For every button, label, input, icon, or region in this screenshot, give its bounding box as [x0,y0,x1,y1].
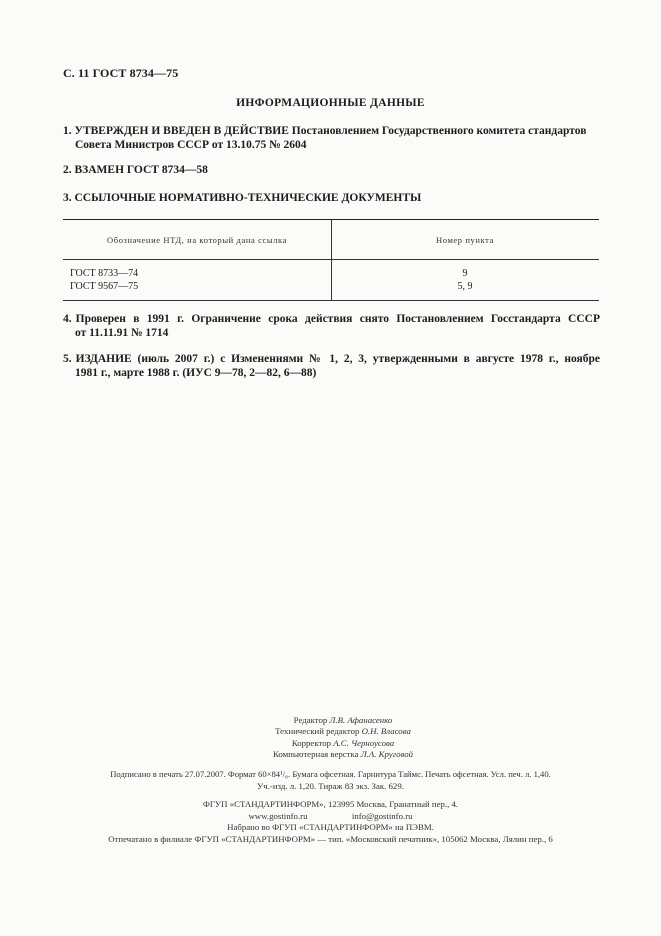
imprint-typeset: Набрано во ФГУП «СТАНДАРТИНФОРМ» на ПЭВМ. [227,822,434,832]
credit-tech-editor [228,726,458,737]
info-item-replaces [63,163,600,177]
item-text: Проверен в 1991 г. Ограничение срока действия снято Постановлением Госстандарта СССР [75,313,600,325]
credit-editor [228,715,458,726]
section-title: ИНФОРМАЦИОННЫЕ ДАННЫЕ [236,97,425,109]
item-number: 2. [63,164,72,176]
credit-role: Компьютерная верстка [272,748,359,759]
info-item-approved [63,124,600,152]
page-header: С. 11 ГОСТ 8734—75 [63,66,179,80]
item-number: 3. [63,192,72,204]
item-number: 5. [63,353,72,365]
item-heading: ССЫЛОЧНЫЕ НОРМАТИВНО-ТЕХНИЧЕСКИЕ ДОКУМЕНТЫ [74,192,422,204]
credit-role: Корректор [291,737,332,748]
item-text-continuation: Совета Министров СССР от 13.10.75 № 2604 [75,139,307,151]
table-header-doc: Обозначение НТД, на который дана ссылка [107,235,287,245]
credits-block [228,715,458,760]
imprint-email: info@gostinfo.ru [351,811,413,821]
credit-layout [228,749,458,760]
table-cell-item: 5, 9 [457,281,473,292]
item-number: 1. [63,125,72,137]
imprint-volume: Уч.-изд. л. 1,20. Тираж 83 экз. Зак. 629. [257,781,404,791]
credit-role: Технический редактор [275,726,360,737]
info-item-edition [63,352,600,380]
item-heading: ВЗАМЕН ГОСТ 8734—58 [74,164,208,176]
table-header-item: Номер пункта [436,235,494,245]
info-item-revised [63,312,600,340]
table-cell-doc: ГОСТ 8733—74 [70,268,139,279]
imprint-publisher: ФГУП «СТАНДАРТИНФОРМ», 123995 Москва, Гранатный пер., 4. [202,799,459,809]
item-text-continuation: от 11.11.91 № 1714 [75,327,169,339]
imprint-website: www.gostinfo.ru [248,811,308,821]
credit-name: Л.А. Круговой [360,748,414,759]
credit-name: О.Н. Власова [361,726,411,737]
table-cell-item: 9 [462,268,468,279]
imprint-print-details: Подписано в печать 27.07.2007. Формат 60×84¹/₈. Бумага офсетная. Гарнитура Таймс. Печать офсетная. Усл. печ. л. 1,40. [110,769,551,779]
item-text-continuation: 1981 г., марте 1988 г. (ИУС 9—78, 2—82, 6—88) [75,367,317,379]
table-header-rule [63,259,599,260]
table-bottom-rule [63,300,599,301]
credit-proofreader [228,738,458,749]
imprint-printed: Отпечатано в филиале ФГУП «СТАНДАРТИНФОРМ» — тип. «Московский печатник», 105062 Москва, Лялин пер., 6 [108,834,553,844]
item-heading: УТВЕРЖДЕН И ВВЕДЕН В ДЕЙСТВИЕ [74,125,289,137]
credit-name: А.С. Черноусова [333,737,395,748]
credit-role: Редактор [293,715,328,725]
credit-name: Л.В. Афанасенко [329,715,393,725]
info-item-references [63,191,600,205]
item-number: 4. [63,313,72,325]
imprint-contacts [0,811,661,823]
item-text: ИЗДАНИЕ (июль 2007 г.) с Изменениями № 1, 2, 3, утвержденными в августе 1978 г., ноябре [75,353,600,365]
item-text: Постановлением Государственного комитета стандартов [291,125,587,137]
table-cell-doc: ГОСТ 9567—75 [70,281,139,292]
